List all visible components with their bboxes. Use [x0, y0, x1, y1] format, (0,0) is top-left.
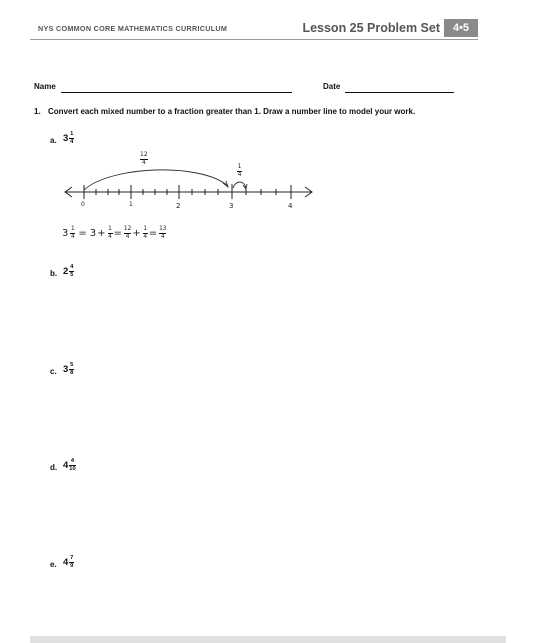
numerator: 1 [71, 226, 75, 232]
whole-part: 3 [63, 363, 69, 375]
fraction-part [69, 458, 75, 472]
question-number: 1. [34, 107, 41, 116]
question-text: Convert each mixed number to a fraction greater than 1. Draw a number line to model your work. [48, 107, 416, 116]
eq-fraction-twelve-fourths [124, 226, 131, 240]
lesson-title: Lesson 25 Problem Set [302, 21, 440, 35]
equals-sign: = [148, 227, 158, 239]
numerator: 12 [123, 226, 132, 232]
name-label: Name [34, 82, 56, 91]
item-letter-c: c. [50, 367, 57, 376]
tick-label-2: 2 [176, 202, 181, 210]
fraction-part [69, 264, 74, 278]
fraction-part [69, 555, 74, 569]
plus-sign: + [97, 227, 106, 239]
numerator: 5 [70, 362, 74, 368]
equals-sign: = [113, 227, 122, 239]
header-divider [30, 39, 478, 40]
numerator: 1 [70, 131, 74, 137]
mixed-number-a [63, 131, 74, 145]
denominator: 10 [69, 466, 76, 472]
mixed-number-c [63, 362, 74, 376]
right-arrowhead [305, 187, 312, 197]
fraction-part [69, 131, 74, 145]
numerator: 4 [70, 264, 74, 270]
item-letter-b: b. [50, 269, 58, 278]
numerator: 1 [143, 226, 148, 232]
tick-label-4: 4 [288, 202, 293, 210]
eq-whole-term: 3 [89, 227, 97, 239]
numerator: 4 [70, 458, 75, 464]
equals-sign: = [78, 227, 87, 239]
eq-fraction-one-fourth [143, 226, 148, 240]
denominator: 4 [125, 234, 130, 240]
date-label: Date [323, 82, 341, 91]
eq-fraction-thirteen-fourths [159, 226, 166, 240]
eq-fraction-one-fourth [108, 226, 113, 240]
mixed-number-d [63, 458, 76, 472]
minor-ticks [96, 189, 276, 195]
whole-part: 4 [63, 556, 69, 568]
date-field[interactable] [345, 92, 454, 93]
denominator: 4 [160, 234, 165, 240]
left-arrowhead [65, 187, 72, 197]
whole-part: 2 [63, 265, 69, 277]
jump-arc-fraction-arrowhead [243, 184, 247, 189]
denominator: 4 [108, 234, 112, 240]
whole-part: 3 [63, 132, 69, 144]
page-bottom-edge [30, 636, 506, 643]
numerator: 1 [108, 226, 112, 232]
numerator: 7 [70, 555, 74, 561]
curriculum-title: NYS COMMON CORE MATHEMATICS CURRICULUM [38, 24, 228, 33]
numerator: 12 [140, 151, 148, 158]
jump-arc-wholes [84, 170, 228, 190]
name-field[interactable] [61, 92, 292, 93]
eq-whole: 3 [62, 227, 69, 239]
denominator: 4 [71, 234, 75, 240]
whole-part: 4 [63, 459, 69, 471]
denominator: 4 [141, 159, 146, 166]
numerator: 1 [237, 163, 242, 170]
item-letter-e: e. [50, 560, 57, 569]
worked-equation [62, 226, 166, 240]
denominator: 8 [70, 370, 74, 376]
fraction-part [69, 362, 74, 376]
item-letter-d: d. [50, 463, 58, 472]
page-header [30, 18, 478, 40]
tick-label-1: 1 [129, 201, 133, 208]
eq-mixed-fraction [70, 226, 75, 240]
item-letter-a: a. [50, 136, 57, 145]
tick-label-3: 3 [229, 202, 234, 210]
lesson-badge: 4•5 [444, 19, 478, 37]
plus-sign: + [132, 227, 141, 239]
mixed-number-b [63, 264, 74, 278]
denominator: 9 [70, 563, 74, 569]
denominator: 4 [70, 139, 74, 145]
tick-label-0: 0 [81, 201, 85, 208]
jump-arc-arrowhead [223, 181, 228, 187]
jump-arc-fraction [233, 182, 246, 188]
numerator: 13 [159, 226, 167, 232]
denominator: 5 [70, 272, 74, 278]
denominator: 4 [143, 234, 148, 240]
arc-label-twelve-fourths [140, 152, 148, 166]
denominator: 4 [237, 171, 242, 178]
arc-label-one-fourth [237, 164, 242, 178]
mixed-number-e [63, 555, 74, 569]
